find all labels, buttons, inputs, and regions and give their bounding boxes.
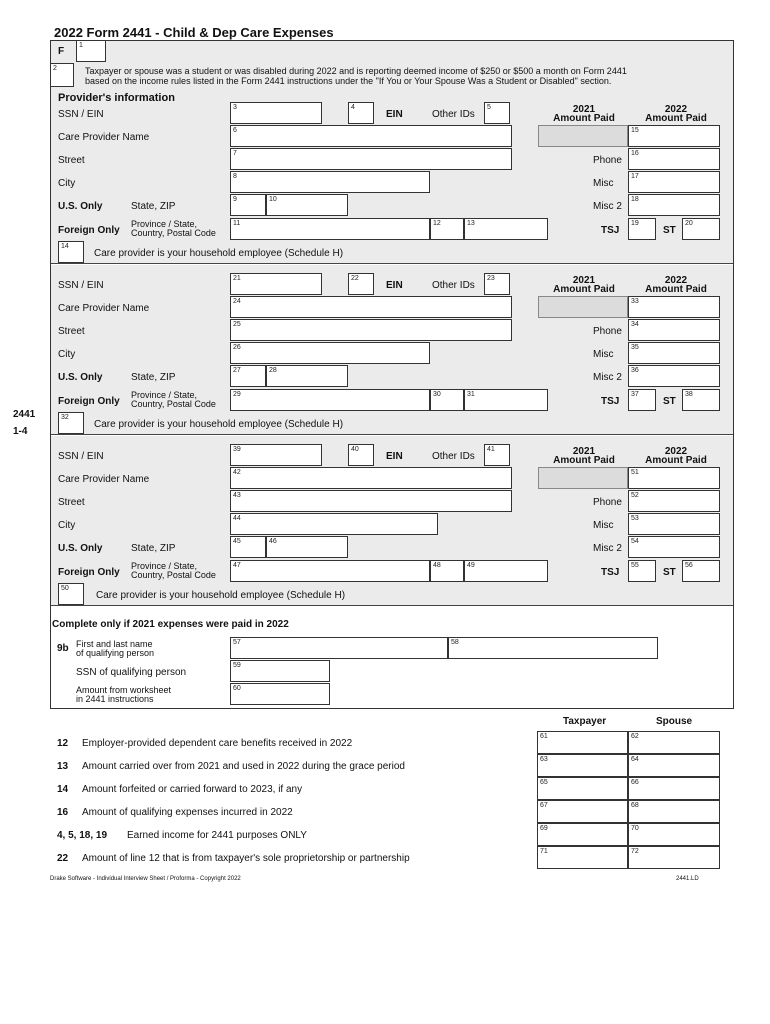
st-label: ST — [663, 396, 676, 407]
field-56-st[interactable]: 56 — [682, 560, 720, 582]
field-25-street[interactable]: 25 — [230, 319, 512, 341]
line-description: Amount forfeited or carried forward to 2023, if any — [82, 784, 303, 795]
field-37-tsj[interactable]: 37 — [628, 389, 656, 411]
spouse-amount-field[interactable] — [628, 754, 720, 777]
field-8-city[interactable]: 8 — [230, 171, 430, 193]
field-57-first-name[interactable]: 57 — [230, 637, 448, 659]
field-38-st[interactable]: 38 — [682, 389, 720, 411]
ein-label: EIN — [386, 451, 403, 462]
field-20-st[interactable]: 20 — [682, 218, 720, 240]
us-only-label: U.S. Only — [58, 201, 103, 212]
us-only-label: U.S. Only — [58, 372, 103, 383]
spouse-amount-field[interactable] — [628, 846, 720, 869]
care-provider-name-label: Care Provider Name — [58, 474, 150, 485]
field-48-country[interactable]: 48 — [430, 560, 464, 582]
province-label: Province / State, Country, Postal Code — [131, 219, 216, 238]
misc-2-label: Misc 2 — [593, 201, 622, 212]
street-label: Street — [58, 155, 85, 166]
line-description: Amount of qualifying expenses incurred in 2022 — [82, 807, 293, 818]
field-22-ein-check[interactable]: 22 — [348, 273, 374, 295]
header-2022: 2022 Amount Paid — [645, 446, 707, 466]
taxpayer-amount-field[interactable] — [537, 823, 628, 846]
header-2021: 2021 Amount Paid — [553, 446, 615, 466]
field-6-name[interactable]: 6 — [230, 125, 512, 147]
field-16-phone[interactable]: 16 — [628, 148, 720, 170]
field-54-misc-2[interactable]: 54 — [628, 536, 720, 558]
spouse-amount-field[interactable] — [628, 777, 720, 800]
field-14-household-checkbox[interactable]: 14 — [58, 241, 84, 263]
taxpayer-amount-field[interactable] — [537, 800, 628, 823]
taxpayer-column-header: Taxpayer — [563, 716, 607, 727]
household-label: Care provider is your household employee (Schedule H) — [94, 419, 344, 430]
care-provider-name-label: Care Provider Name — [58, 132, 150, 143]
field-number: 68 — [631, 802, 639, 809]
tsj-label: TSJ — [601, 567, 620, 578]
field-12-country[interactable]: 12 — [430, 218, 464, 240]
field-59-ssn[interactable]: 59 — [230, 660, 330, 682]
line-description: Employer-provided dependent care benefits received in 2022 — [82, 738, 353, 749]
spouse-amount-field[interactable] — [628, 823, 720, 846]
field-27-state[interactable]: 27 — [230, 365, 266, 387]
foreign-only-label: Foreign Only — [58, 225, 120, 236]
line-number: 16 — [57, 807, 69, 818]
line-9b-number: 9b — [57, 643, 69, 654]
phone-label: Phone — [593, 326, 622, 337]
ssn-qualifying-label: SSN of qualifying person — [76, 667, 187, 678]
amount-2021-shaded — [538, 125, 628, 147]
header-2021: 2021 Amount Paid — [553, 275, 615, 295]
field-29-province[interactable]: 29 — [230, 389, 430, 411]
taxpayer-amount-field[interactable] — [537, 777, 628, 800]
field-52-phone[interactable]: 52 — [628, 490, 720, 512]
side-label-form: 2441 — [13, 409, 36, 420]
header-2022: 2022 Amount Paid — [645, 104, 707, 124]
field-44-city[interactable]: 44 — [230, 513, 438, 535]
header-2021: 2021 Amount Paid — [553, 104, 615, 124]
form-title: 2022 Form 2441 - Child & Dep Care Expenses — [54, 25, 334, 40]
field-21-ssn[interactable]: 21 — [230, 273, 322, 295]
field-30-country[interactable]: 30 — [430, 389, 464, 411]
taxpayer-amount-field[interactable] — [537, 731, 628, 754]
field-32-household-checkbox[interactable]: 32 — [58, 412, 84, 434]
amount-2021-shaded — [538, 296, 628, 318]
misc-label: Misc — [593, 349, 614, 360]
field-19-tsj[interactable]: 19 — [628, 218, 656, 240]
line-description: Earned income for 2441 purposes ONLY — [127, 830, 307, 841]
field-43-street[interactable]: 43 — [230, 490, 512, 512]
first-last-name-label: First and last name of qualifying person — [76, 639, 155, 658]
field-number: 61 — [540, 733, 548, 740]
field-number: 66 — [631, 779, 639, 786]
field-2-checkbox[interactable]: 2 — [50, 63, 74, 87]
state-zip-label: State, ZIP — [131, 372, 176, 383]
field-60-amount[interactable]: 60 — [230, 683, 330, 705]
field-number: 62 — [631, 733, 639, 740]
tsj-label: TSJ — [601, 225, 620, 236]
field-3-ssn[interactable]: 3 — [230, 102, 322, 124]
line-2-text-cont: based on the income rules listed in the Form 2441 instructions under the "If You or Your Spouse Was a Student or Disabled" section. — [85, 76, 612, 86]
field-7-street[interactable]: 7 — [230, 148, 512, 170]
field-number: 67 — [540, 802, 548, 809]
line-number: 4, 5, 18, 19 — [57, 830, 108, 841]
city-label: City — [58, 520, 76, 531]
misc-label: Misc — [593, 178, 614, 189]
field-39-ssn[interactable]: 39 — [230, 444, 322, 466]
field-26-city[interactable]: 26 — [230, 342, 430, 364]
field-1[interactable]: 1 — [76, 40, 106, 62]
ein-label: EIN — [386, 109, 403, 120]
field-51-amount-2022[interactable]: 51 — [628, 467, 720, 489]
field-13-postal[interactable]: 13 — [464, 218, 548, 240]
field-number: 69 — [540, 825, 548, 832]
ssn-ein-label: SSN / EIN — [58, 451, 104, 462]
line-description: Amount of line 12 that is from taxpayer's sole proprietorship or partnership — [82, 853, 410, 864]
field-23-other-ids[interactable]: 23 — [484, 273, 510, 295]
street-label: Street — [58, 326, 85, 337]
other-ids-label: Other IDs — [432, 451, 475, 462]
tsj-label: TSJ — [601, 396, 620, 407]
box-f-label: F — [58, 46, 65, 57]
amount-2021-shaded — [538, 467, 628, 489]
line-2-text: Taxpayer or spouse was a student or was disabled during 2022 and is reporting deemed income of $250 or $500 a month on Form 2441 — [85, 66, 627, 76]
line-description: Amount carried over from 2021 and used in 2022 during the grace period — [82, 761, 405, 772]
field-53-misc[interactable]: 53 — [628, 513, 720, 535]
us-only-label: U.S. Only — [58, 543, 103, 554]
field-47-province[interactable]: 47 — [230, 560, 430, 582]
field-45-state[interactable]: 45 — [230, 536, 266, 558]
field-41-other-ids[interactable]: 41 — [484, 444, 510, 466]
field-46-zip[interactable]: 46 — [266, 536, 348, 558]
field-49-postal[interactable]: 49 — [464, 560, 548, 582]
province-label: Province / State, Country, Postal Code — [131, 561, 216, 580]
footer-copyright: Drake Software - Individual Interview Sheet / Proforma - Copyright 2022 — [50, 876, 241, 882]
field-number: 64 — [631, 756, 639, 763]
misc-label: Misc — [593, 520, 614, 531]
field-number: 71 — [540, 848, 548, 855]
field-17-misc[interactable]: 17 — [628, 171, 720, 193]
street-label: Street — [58, 497, 85, 508]
field-40-ein-check[interactable]: 40 — [348, 444, 374, 466]
misc-2-label: Misc 2 — [593, 372, 622, 383]
field-58-last-name[interactable]: 58 — [448, 637, 658, 659]
state-zip-label: State, ZIP — [131, 201, 176, 212]
city-label: City — [58, 349, 76, 360]
spouse-amount-field[interactable] — [628, 800, 720, 823]
header-2022: 2022 Amount Paid — [645, 275, 707, 295]
field-34-phone[interactable]: 34 — [628, 319, 720, 341]
field-42-name[interactable]: 42 — [230, 467, 512, 489]
ssn-ein-label: SSN / EIN — [58, 109, 104, 120]
field-55-tsj[interactable]: 55 — [628, 560, 656, 582]
other-ids-label: Other IDs — [432, 109, 475, 120]
field-10-zip[interactable]: 10 — [266, 194, 348, 216]
field-35-misc[interactable]: 35 — [628, 342, 720, 364]
field-5-other-ids[interactable]: 5 — [484, 102, 510, 124]
field-4-ein-check[interactable]: 4 — [348, 102, 374, 124]
foreign-only-label: Foreign Only — [58, 567, 120, 578]
field-36-misc-2[interactable]: 36 — [628, 365, 720, 387]
taxpayer-amount-field[interactable] — [537, 846, 628, 869]
st-label: ST — [663, 225, 676, 236]
st-label: ST — [663, 567, 676, 578]
household-label: Care provider is your household employee (Schedule H) — [96, 590, 346, 601]
field-11-province[interactable]: 11 — [230, 218, 430, 240]
field-18-misc-2[interactable]: 18 — [628, 194, 720, 216]
field-33-amount-2022[interactable]: 33 — [628, 296, 720, 318]
field-number: 65 — [540, 779, 548, 786]
ssn-ein-label: SSN / EIN — [58, 280, 104, 291]
field-number: 72 — [631, 848, 639, 855]
province-label: Province / State, Country, Postal Code — [131, 390, 216, 409]
care-provider-name-label: Care Provider Name — [58, 303, 150, 314]
field-24-name[interactable]: 24 — [230, 296, 512, 318]
field-9-state[interactable]: 9 — [230, 194, 266, 216]
city-label: City — [58, 178, 76, 189]
field-number: 70 — [631, 825, 639, 832]
line-number: 22 — [57, 853, 69, 864]
phone-label: Phone — [593, 155, 622, 166]
other-ids-label: Other IDs — [432, 280, 475, 291]
providers-heading: Provider's information — [58, 92, 175, 104]
foreign-only-label: Foreign Only — [58, 396, 120, 407]
amount-worksheet-label: Amount from worksheet in 2441 instructions — [76, 685, 172, 704]
section-2021-heading: Complete only if 2021 expenses were paid in 2022 — [52, 619, 289, 630]
line-number: 12 — [57, 738, 69, 749]
spouse-column-header: Spouse — [656, 716, 693, 727]
line-number: 13 — [57, 761, 69, 772]
phone-label: Phone — [593, 497, 622, 508]
household-label: Care provider is your household employee (Schedule H) — [94, 248, 344, 259]
field-31-postal[interactable]: 31 — [464, 389, 548, 411]
misc-2-label: Misc 2 — [593, 543, 622, 554]
ein-label: EIN — [386, 280, 403, 291]
footer-form-id: 2441.LD — [676, 876, 699, 882]
side-label-pages: 1-4 — [13, 426, 28, 437]
field-number: 63 — [540, 756, 548, 763]
field-28-zip[interactable]: 28 — [266, 365, 348, 387]
taxpayer-amount-field[interactable] — [537, 754, 628, 777]
spouse-amount-field[interactable] — [628, 731, 720, 754]
field-15-amount-2022[interactable]: 15 — [628, 125, 720, 147]
line-number: 14 — [57, 784, 69, 795]
field-50-household-checkbox[interactable]: 50 — [58, 583, 84, 605]
state-zip-label: State, ZIP — [131, 543, 176, 554]
